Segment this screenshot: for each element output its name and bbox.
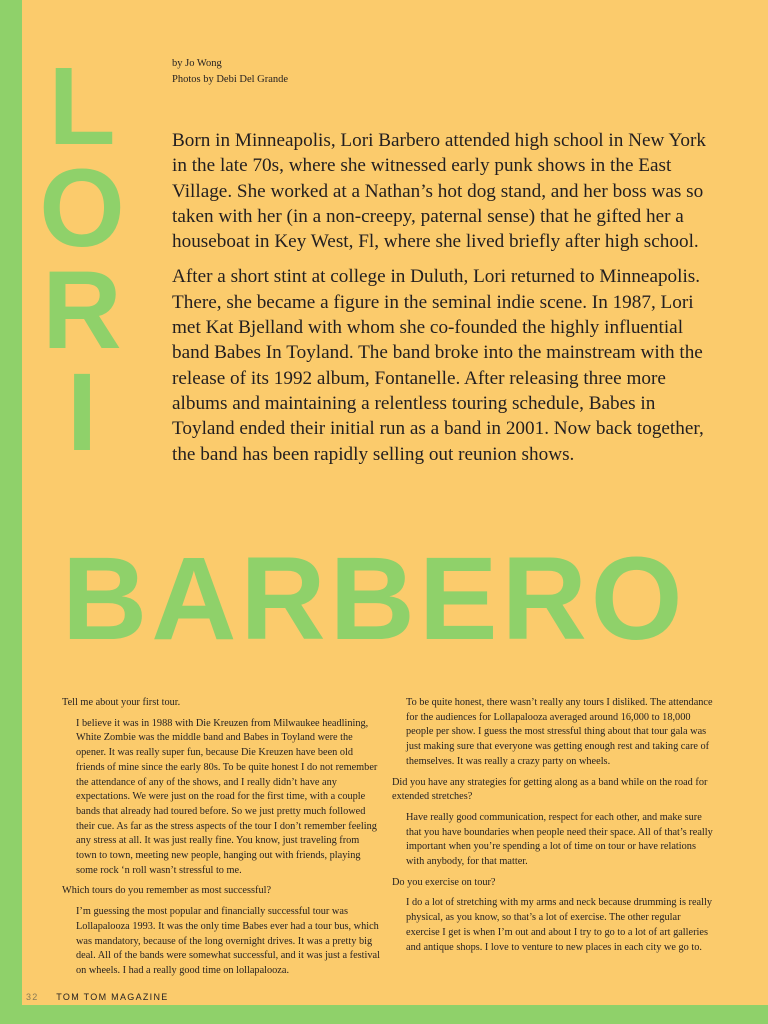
page-footer	[26, 992, 169, 1002]
interview-answer: I’m guessing the most popular and financially successful tour was Lollapalooza 1993. It was the only time Babes ever had a tour bus, which was mandatory, because of the long overnight drives. It was a pretty big deal. All of the bands were somewhat successful, and it was just a festival on wheels. I had a really good time on lollapalooza.	[76, 906, 380, 976]
title-letter-o: O	[39, 147, 125, 270]
interview-column-left	[62, 696, 380, 985]
title-letter-r: R	[42, 249, 122, 372]
interview-answer: I believe it was in 1988 with Die Kreuzen from Milwaukee headlining, White Zombie was the middle band and Babes in Toyland were the opener. It was really super fun, because Die Kreuzen have been old friends of mine since the early 80s. To be quite honest I do not remember the attendance of any of the shows, and I really didn’t have any expectations. We were just on the road for the first time, with a couple bands that already had toured before. So we just pretty much followed their cue. As far as the stress aspects of the tour I don’t remember feeling any stress at all. It was just really fine. You know, just traveling from town to town, meeting new people, hanging out with friends, playing some rock ‘n roll wasn’t stressful to me.	[76, 717, 378, 876]
magazine-name: TOM TOM MAGAZINE	[56, 992, 169, 1002]
interview-answer: To be quite honest, there wasn’t really any tours I disliked. The attendance for the audiences for Lollapalooza averaged around 16,000 to 18,000 people per show. I guess the most stressful thing about that tour gala was just making sure that everyone was getting enough rest and taking care of themselves. It was really a crazy party on wheels.	[406, 697, 713, 767]
title-horizontal: BARBERO	[62, 533, 687, 665]
byline-author: by Jo Wong	[172, 58, 222, 69]
interview-answer: Have really good communication, respect for each other, and make sure that you have boundaries when people need their space. All of that’s really important when you’re spending a lot of time on tour or have relations with anybody, for that matter.	[406, 811, 713, 868]
page-number: 32	[26, 992, 39, 1002]
title-letter-i: I	[66, 351, 98, 474]
interview-question: Tell me about your first tour.	[62, 697, 181, 708]
interview-question: Do you exercise on tour?	[392, 876, 496, 888]
byline-photos: Photos by Debi Del Grande	[172, 74, 289, 85]
intro-paragraph: Born in Minneapolis, Lori Barbero attended high school in New York in the late 70s, where she witnessed early punk shows in the East Village. She worked at a Nathan’s hot dog stand, and her boss was so taken with her (in a non-creepy, paternal sense) that he gifted her a houseboat in Key West, Fl, where she lived briefly after high school.	[172, 130, 706, 253]
intro-text	[172, 128, 717, 477]
interview-question: Which tours do you remember as most successful?	[62, 885, 272, 897]
interview-column-right	[392, 696, 714, 961]
title-letter-l: L	[48, 45, 116, 168]
left-border-stripe	[0, 0, 22, 1024]
bottom-border-stripe	[0, 1005, 768, 1024]
byline	[172, 56, 288, 88]
intro-paragraph: After a short stint at college in Duluth, Lori returned to Minneapolis. There, she became a figure in the seminal indie scene. In 1987, Lori met Kat Bjelland with whom she co-founded the highly influential band Babes In Toyland. The band broke into the mainstream with the release of its 1992 album, Fontanelle. After releasing three more albums and maintaining a relentless touring schedule, Babes in Toyland ended their initial run as a band in 2001. Now back together, the band has been rapidly selling out reunion shows.	[172, 266, 704, 465]
interview-question: Did you have any strategies for getting along as a band while on the road for extended stretches?	[392, 776, 708, 803]
interview-answer: I do a lot of stretching with my arms and neck because drumming is really physical, as you know, so that’s a lot of exercise. The other regular exercise I get is when I’m out and about I try to go to a lot of art galleries and antique shops. I love to venture to new places in each city we go to.	[406, 897, 712, 953]
